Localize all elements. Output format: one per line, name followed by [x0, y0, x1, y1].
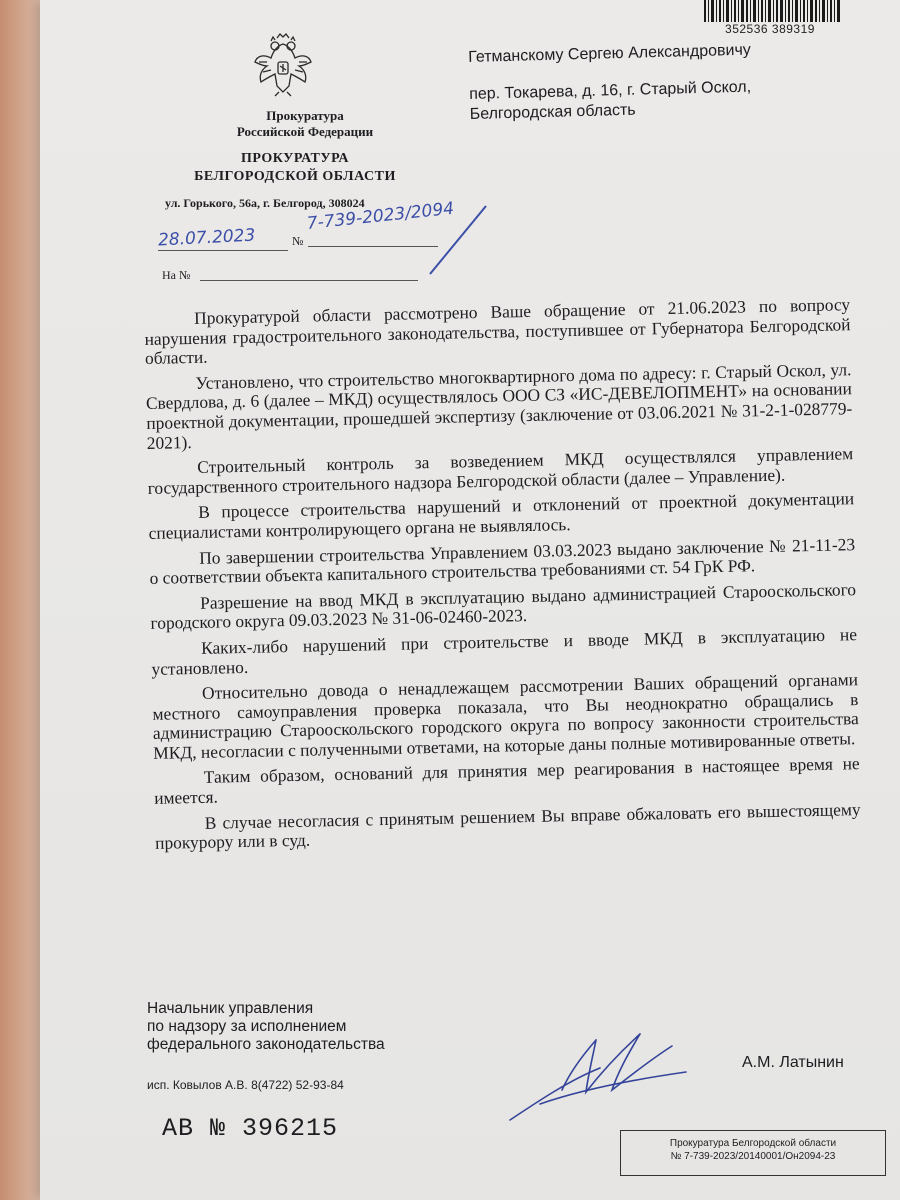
signer-title-line: Начальник управления	[147, 1000, 314, 1017]
registration-date-line	[158, 250, 288, 251]
sender-address: ул. Горького, 56а, г. Белгород, 308024	[165, 196, 365, 210]
sender-org-line: БЕЛГОРОДСКОЙ ОБЛАСТИ	[194, 169, 396, 184]
body-paragraph: Таким образом, оснований для принятия мер реагирования в настоящее время не имеется.	[154, 753, 860, 808]
signer-title-line: федерального законодательства	[147, 1036, 385, 1053]
sender-org-line: Российской Федерации	[236, 124, 374, 139]
body-paragraph: Установлено, что строительство многоквартирного дома по адресу: г. Старый Оскол, ул. Свердлова, д. 6 (далее – МКД) осуществлялось ООО СЗ «ИС-ДЕВЕЛОПМЕНТ» на основании проектной документации, прошедшей экспертизу (заключение от 03.06.2021 № 31-2-1-028779-2021).	[145, 358, 853, 453]
sender-org-heading	[190, 108, 420, 140]
body-paragraph: Относительно довода о ненадлежащем рассмотрении Ваших обращений органами местного самоуправления проверка показала, что Вы неоднократно обращались в администрацию Старооскольского городского округа по вопросу законности строительства МКД, несогласии с полученными ответами, на которые даны полные мотивированные ответы.	[152, 669, 859, 763]
recipient-block	[468, 39, 830, 125]
handwritten-signature	[500, 1020, 690, 1125]
recipient-name: Гетманскому Сергею Александровичу	[468, 41, 752, 66]
registration-number: 7-739-2023/2094	[305, 198, 455, 234]
body-paragraph: По завершении строительства Управлением 03.03.2023 выдано заключение № 21-11-23 о соответствии объекта капитального строительства требованиями ст. 54 ГрК РФ.	[149, 533, 856, 589]
sender-org-line: ПРОКУРАТУРА	[240, 151, 350, 166]
registration-date: 28.07.2023	[157, 225, 256, 251]
reply-to-line	[200, 280, 418, 281]
registration-number-label: №	[292, 234, 304, 248]
russian-coat-of-arms-icon	[253, 32, 313, 98]
stamp-line: № 7-739-2023/20140001/Он2094-23	[670, 1151, 836, 1162]
body-paragraph: Прокуратурой области рассмотрено Ваше обращение от 21.06.2023 по вопросу нарушения градостроительного законодательства, поступившее от Губернатора Белгородской области.	[144, 294, 851, 369]
letter-sheet	[40, 0, 900, 1200]
signer-title	[147, 1000, 447, 1054]
recipient-address-line: пер. Токарева, д. 16, г. Старый Оскол,	[468, 78, 752, 103]
body-paragraph: В процессе строительства нарушений и отклонений от проектной документации специалистами контролирующего органа не выявлялось.	[148, 488, 855, 543]
recipient-address-line: Белгородская область	[469, 101, 636, 123]
body-paragraph: Разрешение на ввод МКД в эксплуатацию выдано администрацией Старооскольского городского округа 09.03.2023 № 31-06-02460-2023.	[150, 578, 857, 634]
sender-org-line: Прокуратура	[266, 108, 344, 123]
form-serial-number: АВ № 396215	[162, 1114, 339, 1143]
letter-body	[144, 295, 861, 860]
reply-to-label: На №	[162, 268, 191, 282]
body-paragraph: Строительный контроль за возведением МКД осуществлялся управлением государственного строительного надзора Белгородской области (далее – Управление).	[147, 443, 854, 498]
handwritten-slash-mark	[416, 200, 496, 280]
executor-contact: исп. Ковылов А.В. 8(4722) 52-93-84	[147, 1078, 344, 1092]
body-paragraph: В случае несогласия с принятым решением Вы вправе обжаловать его вышестоящему прокурору или в суд.	[154, 798, 861, 854]
registration-stamp	[620, 1130, 886, 1176]
stamp-line: Прокуратура Белгородской области	[669, 1138, 837, 1149]
barcode-number: 352536 389319	[725, 22, 815, 36]
signer-title-line: по надзору за исполнением	[147, 1018, 347, 1035]
body-paragraph: Каких-либо нарушений при строительстве и вводе МКД в эксплуатацию не установлено.	[151, 624, 858, 679]
signer-name: А.М. Латынин	[742, 1054, 844, 1071]
sender-org-title	[170, 150, 420, 186]
